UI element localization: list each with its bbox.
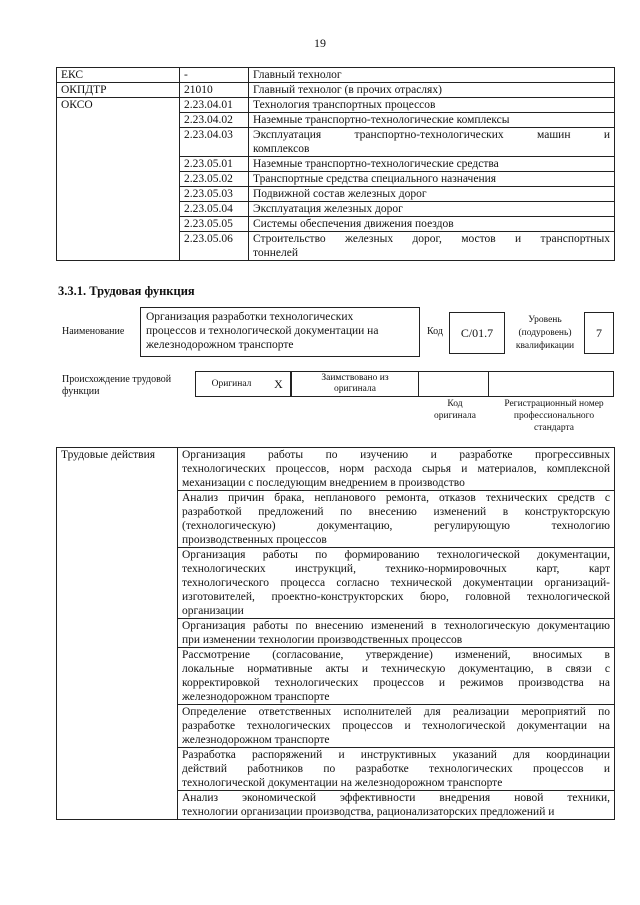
classification-number: 2.23.04.02 <box>180 113 249 128</box>
original-label: Оригинал <box>211 378 252 389</box>
classification-number: 2.23.05.01 <box>180 157 249 172</box>
classification-number: 2.23.05.04 <box>180 202 249 217</box>
text-line: Рассмотрение (согласование, утверждение) изменений, вносимых в <box>182 649 610 661</box>
labor-action-row <box>57 448 615 491</box>
original-mark-cell <box>267 371 291 397</box>
classification-number: 2.23.04.03 <box>180 128 249 157</box>
original-label-cell <box>195 371 267 397</box>
labor-action-text <box>178 748 615 791</box>
borrowed-label-line: оригинала <box>334 384 376 394</box>
classification-table <box>56 67 615 261</box>
text-line: технологии организации производства, рационализаторских предложений и <box>182 806 555 818</box>
text-line: Главный технолог <box>253 69 342 81</box>
classification-code: ОКСО <box>57 98 180 261</box>
registration-caption-line: профессионального <box>513 411 595 421</box>
level-label-line: Уровень <box>528 315 562 325</box>
text-line: (технологическую) документацию, регулирующую технологию <box>182 520 610 532</box>
labor-actions-header: Трудовые действия <box>57 448 178 820</box>
classification-number: 2.23.04.01 <box>180 98 249 113</box>
registration-number-cell <box>488 371 614 397</box>
classification-title <box>249 232 615 261</box>
code-caption-line: Код <box>447 399 463 409</box>
text-line: технологических процессов, норм расхода сырья и материалов, комплексной <box>182 463 610 475</box>
labor-action-text <box>178 791 615 820</box>
classification-row <box>57 98 615 113</box>
classification-number: 21010 <box>180 83 249 98</box>
code-caption <box>418 398 492 422</box>
text-line: механизации с последующим внедрением в производство <box>182 477 465 489</box>
section-heading: 3.3.1. Трудовая функция <box>58 284 195 298</box>
function-name-box <box>140 307 420 357</box>
level-label-line: квалификации <box>515 341 575 351</box>
classification-number: 2.23.05.03 <box>180 187 249 202</box>
text-line: Эксплуатация железных дорог <box>253 203 403 215</box>
registration-caption <box>492 398 616 434</box>
classification-number: 2.23.05.02 <box>180 172 249 187</box>
function-name-line: процессов и технологической документации на <box>146 325 379 337</box>
text-line: разработкой предложений по внесению изменений в конструкторскую <box>182 506 610 518</box>
code-value-box <box>449 312 505 354</box>
level-value: 7 <box>596 325 602 340</box>
text-line: технологической документации на железнодорожном транспорте <box>182 777 503 789</box>
classification-title <box>249 98 615 113</box>
text-line: Транспортные средства специального назначения <box>253 173 497 185</box>
classification-number: 2.23.05.06 <box>180 232 249 261</box>
classification-row <box>57 68 615 83</box>
text-line: технологического процесса согласно технической документации организаций- <box>182 577 610 589</box>
code-caption-line: оригинала <box>434 411 476 421</box>
original-mark: X <box>274 376 283 391</box>
classification-title <box>249 83 615 98</box>
classification-title <box>249 157 615 172</box>
text-line: Строительство железных дорог, мостов и транспортных <box>253 233 610 245</box>
text-line: действий работников по разработке технологических процессов и <box>182 763 610 775</box>
classification-number: - <box>180 68 249 83</box>
origin-label-line: Происхождение трудовой <box>62 374 172 385</box>
text-line: Системы обеспечения движения поездов <box>253 218 454 230</box>
classification-code: ЕКС <box>57 68 180 83</box>
text-line: Наземные транспортно-технологические комплексы <box>253 114 510 126</box>
classification-number: 2.23.05.05 <box>180 217 249 232</box>
text-line: комплексов <box>253 143 310 155</box>
text-line: Организация работы по формированию технологической документации, <box>182 549 610 561</box>
function-name-label: Наименование <box>62 326 125 337</box>
function-name-line: железнодорожном транспорте <box>146 339 294 351</box>
origin-label <box>62 374 171 398</box>
registration-caption-line: стандарта <box>534 423 574 433</box>
page-number: 19 <box>314 36 326 50</box>
classification-title <box>249 202 615 217</box>
function-name-line: Организация разработки технологических <box>146 311 354 323</box>
labor-action-text <box>178 705 615 748</box>
origin-row <box>195 371 614 397</box>
text-line: Наземные транспортно-технологические средства <box>253 158 499 170</box>
classification-title <box>249 172 615 187</box>
borrowed-label-cell <box>291 371 419 397</box>
text-line: Главный технолог (в прочих отраслях) <box>253 84 442 96</box>
origin-label-line: функции <box>62 386 100 397</box>
text-line: железнодорожном транспорте <box>182 691 330 703</box>
classification-title <box>249 187 615 202</box>
text-line: разработке технологических процессов и технологической документации на <box>182 720 610 732</box>
text-line: Анализ причин брака, непланового ремонта, отказов технических средств с <box>182 492 610 504</box>
labor-action-text <box>178 448 615 491</box>
text-line: организации <box>182 605 244 617</box>
level-label <box>507 314 583 353</box>
text-line: корректировкой технологических процессов и режимов производства на <box>182 677 610 689</box>
borrowed-label-line: Заимствовано из <box>321 373 389 383</box>
text-line: Организация работы по внесению изменений в технологическую документацию <box>182 620 610 632</box>
text-line: Эксплуатация транспортно-технологических машин и <box>253 129 610 141</box>
registration-caption-line: Регистрационный номер <box>504 399 604 409</box>
text-line: изготовителей, проектно-конструкторских бюро, головной технологической <box>182 591 610 603</box>
classification-row <box>57 83 615 98</box>
text-line: Анализ экономической эффективности внедрения новой техники, <box>182 792 610 804</box>
level-label-line: (подуровень) <box>518 328 572 338</box>
classification-title <box>249 68 615 83</box>
classification-code: ОКПДТР <box>57 83 180 98</box>
text-line: Организация работы по изучению и разработке прогрессивных <box>182 449 610 461</box>
text-line: Подвижной состав железных дорог <box>253 188 427 200</box>
labor-action-text <box>178 619 615 648</box>
text-line: Разработка распоряжений и инструктивных указаний для координации <box>182 749 610 761</box>
level-value-box <box>584 312 614 354</box>
classification-title <box>249 217 615 232</box>
text-line: локальные нормативные акты и техническую документацию, в связи с <box>182 663 610 675</box>
text-line: технологических инструкций, технико-нормировочных карт, карт <box>182 563 610 575</box>
code-label: Код <box>427 326 443 337</box>
text-line: при изменении технологии производственных процессов <box>182 634 463 646</box>
text-line: производственных процессов <box>182 534 327 546</box>
text-line: Определение ответственных исполнителей для реализации мероприятий по <box>182 706 610 718</box>
labor-action-text <box>178 548 615 619</box>
text-line: тоннелей <box>253 247 299 259</box>
classification-title <box>249 113 615 128</box>
labor-actions-table <box>56 447 615 820</box>
text-line: железнодорожном транспорте <box>182 734 330 746</box>
labor-action-text <box>178 491 615 548</box>
labor-action-text <box>178 648 615 705</box>
classification-title <box>249 128 615 157</box>
origin-code-cell <box>418 371 489 397</box>
text-line: Технология транспортных процессов <box>253 99 436 111</box>
code-value: C/01.7 <box>460 325 494 340</box>
